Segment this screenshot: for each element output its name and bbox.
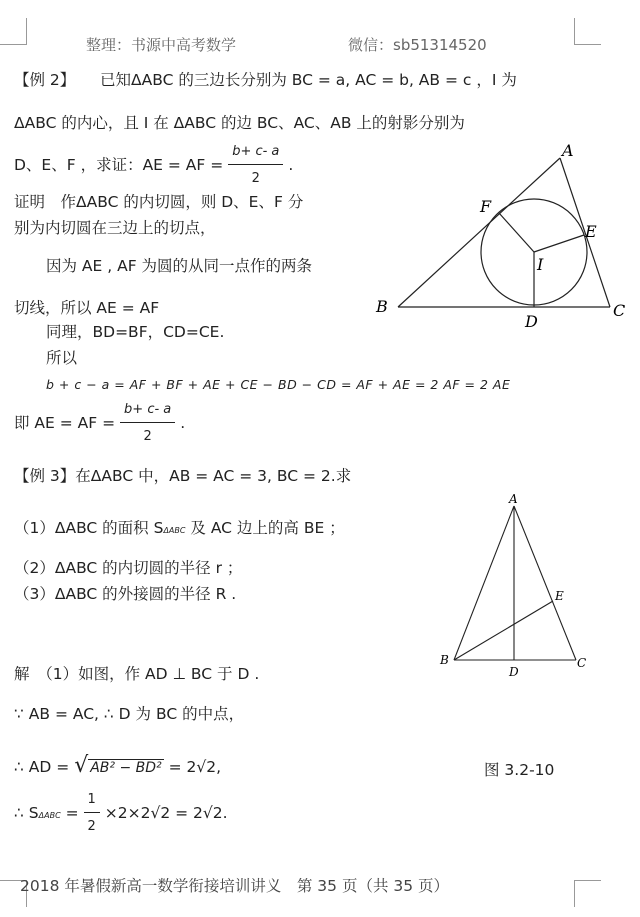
corner-mark-top-left bbox=[0, 18, 27, 45]
s3-rhs: = 2√2, bbox=[168, 758, 222, 776]
proof-line3: 因为 AE , AF 为圆的从同一点作的两条 bbox=[46, 257, 313, 275]
side-ab bbox=[398, 158, 560, 307]
radius-if bbox=[499, 213, 534, 252]
s4-rhs: ×2×2√2 = 2√2. bbox=[104, 804, 228, 822]
label-a: A bbox=[562, 141, 574, 160]
label-b: B bbox=[376, 297, 388, 316]
proof-line6: 所以 bbox=[46, 349, 78, 367]
conclusion-end: . bbox=[180, 414, 186, 432]
solution-line2: ∵ AB = AC, ∴ D 为 BC 的中点， bbox=[14, 705, 245, 723]
label-d: D bbox=[525, 312, 538, 330]
side-ac2 bbox=[514, 506, 576, 660]
label2-a: A bbox=[509, 492, 518, 506]
header-right: 微信：sb51314520 bbox=[348, 36, 487, 54]
header-left: 整理：书源中高考数学 bbox=[86, 36, 237, 54]
ex3-q3: （3）ΔABC 的外接圆的半径 R . bbox=[14, 585, 237, 603]
fraction-2-numerator: b+ c- a bbox=[120, 400, 175, 423]
side-ab2 bbox=[454, 506, 514, 660]
corner-mark-top-right bbox=[574, 18, 601, 45]
fraction-2-denominator: 2 bbox=[143, 429, 152, 444]
proof-line5: 同理，BD=BF，CD=CE. bbox=[46, 323, 225, 341]
fraction-1-denominator: 2 bbox=[251, 171, 260, 186]
label-f: F bbox=[480, 197, 492, 216]
s4-lhs: ∴ S bbox=[14, 804, 39, 822]
ex2-claim: D、E、F ，求证：AE = AF = bbox=[14, 156, 224, 174]
q1-sub: ΔABC bbox=[163, 526, 186, 535]
label2-d: D bbox=[509, 665, 519, 679]
proof-equation: b + c − a = AF + BF + AE + CE − BD − CD = AF + AE = 2 AF = 2 AE bbox=[46, 377, 511, 392]
altitude-be bbox=[454, 601, 553, 660]
fraction-3-denominator: 2 bbox=[87, 819, 96, 834]
ex2-line1: 已知ΔABC 的三边长分别为 BC = a, AC = b, AB = c ，I 为 bbox=[100, 71, 517, 89]
s4-sub: ΔABC bbox=[38, 811, 61, 820]
s4-eq: = bbox=[60, 804, 79, 822]
solution-line4 bbox=[14, 790, 228, 837]
label2-e: E bbox=[555, 589, 564, 603]
sqrt-sign: √ bbox=[74, 753, 89, 778]
fraction-1-numerator: b+ c- a bbox=[228, 142, 283, 165]
fraction-3 bbox=[84, 790, 100, 837]
ex3-line1: 【例 3】在ΔABC 中，AB = AC = 3, BC = 2.求 bbox=[14, 467, 352, 485]
corner-mark-bottom-right bbox=[574, 880, 601, 907]
isosceles-triangle-figure bbox=[436, 488, 596, 688]
label2-b: B bbox=[440, 653, 449, 667]
sqrt-radicand: AB² − BD² bbox=[90, 760, 162, 776]
proof-line1: 证明 作ΔABC 的内切圆，则 D、E、F 分 bbox=[14, 193, 304, 211]
label-e: E bbox=[585, 222, 597, 241]
solution-line3 bbox=[14, 753, 222, 778]
ex2-claim-end: . bbox=[288, 156, 294, 174]
fraction-2 bbox=[120, 400, 175, 447]
fraction-1 bbox=[228, 142, 283, 189]
label2-c: C bbox=[577, 656, 587, 670]
incircle-triangle-figure bbox=[370, 140, 638, 330]
proof-line2: 别为内切圆在三边上的切点， bbox=[14, 219, 216, 237]
ex3-q1 bbox=[14, 518, 345, 541]
fraction-3-numerator: 1 bbox=[84, 790, 100, 813]
s3-lhs: ∴ AD = bbox=[14, 758, 70, 776]
conclusion-text: 即 AE = AF = bbox=[14, 414, 116, 432]
q1-text-b: 及 AC 边上的高 BE ； bbox=[185, 519, 345, 537]
ex2-line3 bbox=[14, 142, 293, 189]
footer: 2018 年暑假新高一数学衔接培训讲义 第 35 页（共 35 页） bbox=[20, 877, 450, 895]
label-i: I bbox=[537, 255, 544, 274]
solution-line1: 解 （1）如图，作 AD ⊥ BC 于 D . bbox=[14, 665, 260, 683]
proof-line4: 切线，所以 AE = AF bbox=[14, 299, 160, 317]
label-c: C bbox=[613, 301, 626, 320]
q1-text: （1）ΔABC 的面积 S bbox=[14, 519, 164, 537]
proof-conclusion bbox=[14, 400, 185, 447]
figure-caption: 图 3.2-10 bbox=[484, 761, 555, 779]
ex2-line2: ΔABC 的内心，且 I 在 ΔABC 的边 BC、AC、AB 上的射影分别为 bbox=[14, 114, 465, 132]
ex3-q2: （2）ΔABC 的内切圆的半径 r ； bbox=[14, 559, 243, 577]
radius-ie bbox=[534, 235, 584, 252]
ex2-label: 【例 2】 bbox=[14, 71, 76, 89]
